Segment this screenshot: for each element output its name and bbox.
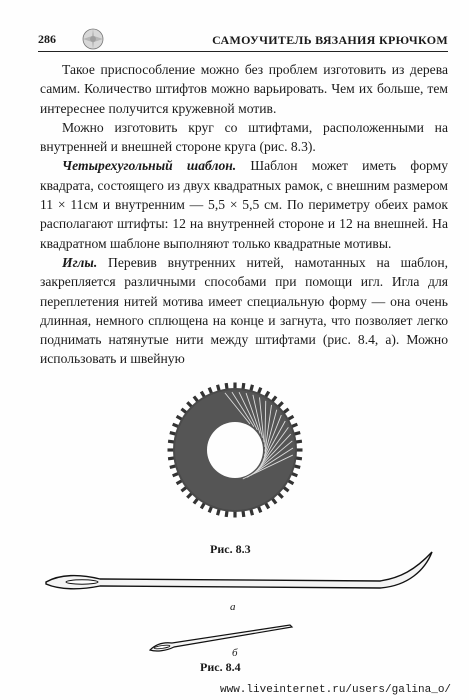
needle-eye (66, 580, 98, 584)
figure-caption-8-3: Рис. 8.3 (210, 542, 251, 556)
paragraph (40, 60, 448, 118)
watermark-url: www.liveinternet.ru/users/galina_o/ (220, 684, 452, 696)
header-rule (38, 51, 448, 52)
flower-ornament-icon (82, 28, 104, 50)
needles-figure (40, 548, 440, 658)
curved-needle (46, 552, 432, 589)
page-number: 286 (38, 32, 56, 46)
paragraph-lead: Иглы. (62, 254, 98, 270)
page-header (38, 18, 448, 48)
figure-label-a: а (230, 601, 236, 613)
paragraph-text: Можно изготовить круг со штифтами, расположенными на внутренней и внешней стороне круга (рис. 8.3). (40, 119, 448, 155)
paragraph-text: Шаблон может иметь форму квадрата, состоящего из двух квадратных рамок, с внешним размером 11 × 11см и внутренним — 5,5 × 5,5 см. По периметру обеих рамок располагают штифты: 12 на внутренней стороне и 12 на внешней. На квадратном шаблоне выполняют только квадратные мотивы. (40, 158, 448, 251)
template-ring-hole (207, 422, 263, 478)
figure-label-b: б (232, 647, 238, 659)
paragraph-text: Такое приспособление можно без проблем изготовить из дерева самим. Количество штифтов можно варьировать. Чем их больше, тем интереснее получится кружевной мотив. (40, 62, 448, 116)
running-title: САМОУЧИТЕЛЬ ВЯЗАНИЯ КРЮЧКОМ (212, 33, 448, 47)
figure-caption-8-4: Рис. 8.4 (200, 660, 241, 674)
body-text (40, 60, 448, 369)
sewing-needle (150, 625, 292, 651)
paragraph (40, 118, 448, 157)
paragraph-lead: Четырехугольный шаблон. (62, 158, 237, 174)
circular-template-figure (150, 380, 320, 520)
paragraph (40, 253, 448, 369)
paragraph-text: Перевив внутренних нитей, намотанных на шаблон, закрепляется различными способами при помощи игл. Игла для переплетения нитей мотива имеет специальную форму — она очень длинная, немного сплющена на конце и загнута, что позволяет легко поднимать натянутые нити между штифтами (рис. 8.4, а). Можно использовать и швейную (40, 254, 448, 367)
paragraph (40, 156, 448, 252)
